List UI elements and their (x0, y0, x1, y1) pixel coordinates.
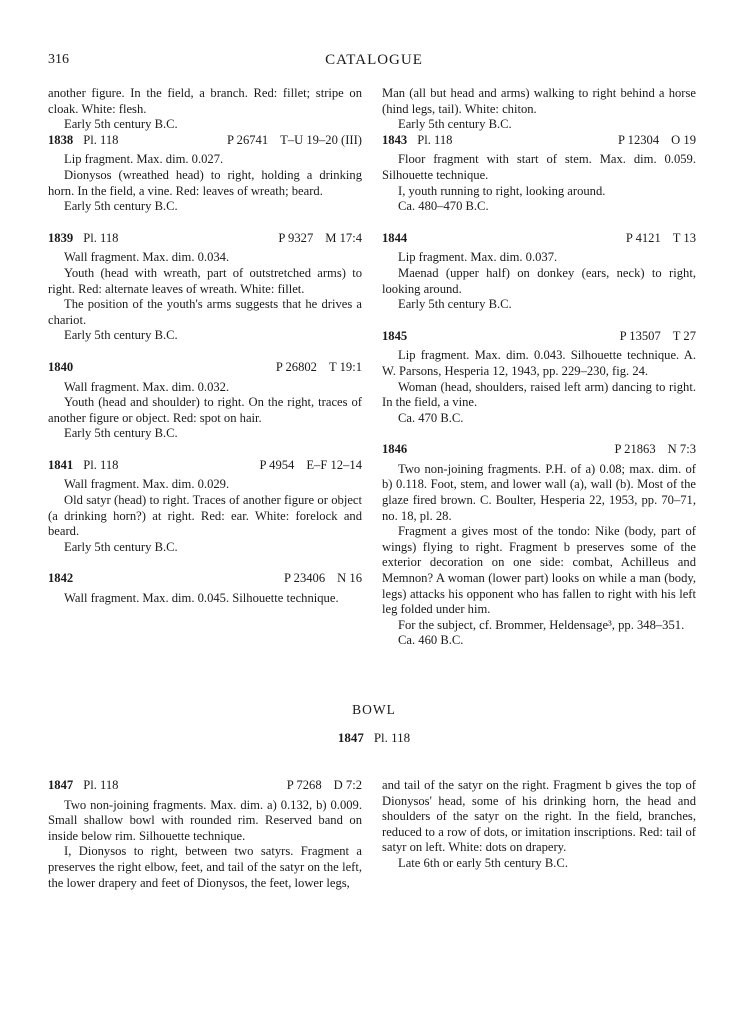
catalogue-entry (48, 231, 362, 344)
paragraph: Woman (head, shoulders, raised left arm) dancing to right. In the field, a vine. (382, 379, 696, 410)
paragraph: Dionysos (wreathed head) to right, holding a drinking horn. In the field, a vine. Red: leaves of wreath; beard. (48, 167, 362, 198)
inventory-number: P 26802 (275, 359, 317, 374)
right-column (382, 86, 696, 649)
paragraph: For the subject, cf. Brommer, Heldensage³, pp. 348–351. (398, 617, 685, 632)
entry-number: 1841 (48, 457, 74, 472)
entry-heading (382, 133, 696, 149)
catalogue-entry (48, 360, 362, 442)
paragraph: Wall fragment. Max. dim. 0.029. (64, 477, 230, 492)
entry-number: 1839 (48, 230, 74, 245)
catalogue-entry (382, 133, 696, 215)
grid-ref: T–U 19–20 (III) (280, 132, 362, 147)
entry-heading (48, 360, 362, 376)
entry-number: 1840 (48, 359, 74, 374)
paragraph: Two non-joining fragments. P.H. of a) 0.08; max. dim. of b) 0.118. Foot, stem, and lower wall (a), wall (b). Most of the glaze fired brown. C. Boulter, Hesperia 22, 1953, pp. 70–71, no. 18, pl. 28. (382, 461, 696, 523)
inventory-number: P 13507 (619, 328, 661, 343)
paragraph: Ca. 460 B.C. (398, 633, 464, 648)
paragraph: Lip fragment. Max. dim. 0.037. (398, 250, 558, 265)
inventory-number: P 26741 (226, 132, 269, 147)
paragraph: Ca. 470 B.C. (398, 410, 464, 425)
inventory-number: P 9327 (278, 230, 314, 245)
entry-number: 1844 (382, 230, 408, 245)
entry-heading (382, 231, 696, 247)
paragraph: Early 5th century B.C. (64, 426, 178, 441)
paragraph: Two non-joining fragments. Max. dim. a) 0.132, b) 0.009. Small shallow bowl with rounded rim. Reserved band on inside below rim. Silhouette technique. (48, 797, 362, 843)
entry-number: 1843 (382, 132, 408, 147)
grid-ref: T 27 (672, 328, 696, 343)
paragraph: Ca. 480–470 B.C. (398, 199, 489, 214)
inventory-number: P 21863 (614, 442, 656, 457)
paragraph: Early 5th century B.C. (64, 539, 178, 554)
paragraph: Youth (head with wreath, part of outstretched arms) to right. Red: alternate leaves of wreath. White: fillet. (48, 265, 362, 296)
catalogue-entry (382, 442, 696, 649)
entry-number: 1842 (48, 571, 74, 586)
grid-ref: T 19:1 (328, 359, 362, 374)
entry-heading (382, 442, 696, 458)
grid-ref: T 13 (672, 230, 696, 245)
entry-heading (48, 571, 362, 587)
paragraph: Maenad (upper half) on donkey (ears, neck) to right, looking around. (382, 265, 696, 296)
paragraph: I, youth running to right, looking around. (398, 183, 606, 198)
catalogue-entry (382, 231, 696, 313)
left-column (48, 86, 362, 607)
entry-heading (48, 458, 362, 474)
paragraph: Late 6th or early 5th century B.C. (398, 855, 568, 870)
paragraph: Wall fragment. Max. dim. 0.045. Silhouette technique. (64, 591, 339, 606)
continuation-right: Man (all but head and arms) walking to right behind a horse (hind legs, tail). White: chiton. Early 5th century B.C. (382, 86, 696, 132)
paragraph: Floor fragment with start of stem. Max. dim. 0.059. Silhouette technique. (382, 152, 696, 182)
plate-ref: Pl. 118 (83, 230, 119, 245)
paragraph: Youth (head and shoulder) to right. On the right, traces of another figure or object. Red: spot on hair. (48, 395, 362, 425)
inventory-number: P 23406 (283, 571, 326, 586)
catalogue-entry (382, 329, 696, 427)
inventory-number: P 4954 (259, 457, 295, 472)
plate-ref: Pl. 118 (83, 457, 119, 472)
entry-heading (48, 231, 362, 247)
paragraph: Early 5th century B.C. (398, 297, 512, 312)
catalogue-entry (48, 133, 362, 215)
plate-ref: Pl. 118 (83, 132, 119, 147)
grid-ref: M 17:4 (325, 230, 362, 245)
grid-ref: E–F 12–14 (306, 457, 362, 472)
entry-number: 1846 (382, 442, 408, 457)
running-head: CATALOGUE (325, 52, 423, 68)
paragraph: Wall fragment. Max. dim. 0.034. (64, 250, 230, 265)
paragraph: Wall fragment. Max. dim. 0.032. (64, 379, 230, 394)
entry-heading: 1847 Pl. 118 P 7268 D 7:2 (48, 778, 362, 792)
inventory-number: P 12304 (617, 132, 660, 147)
plate-ref: Pl. 118 (417, 132, 453, 147)
paragraph: Early 5th century B.C. (64, 328, 178, 343)
catalogue-entry (48, 571, 362, 606)
paragraph: Early 5th century B.C. (64, 199, 178, 214)
entry-number: 1845 (382, 328, 408, 343)
section-title: BOWL (352, 702, 396, 717)
grid-ref: N 7:3 (667, 442, 696, 457)
grid-ref: N 16 (337, 571, 362, 586)
right-entries (382, 133, 696, 649)
left-entries (48, 133, 362, 607)
catalogue-entry (48, 458, 362, 556)
paragraph: Lip fragment. Max. dim. 0.027. (64, 152, 224, 167)
bowl-entry-right (382, 778, 696, 872)
entry-number: 1838 (48, 132, 74, 147)
paragraph: Lip fragment. Max. dim. 0.043. Silhouette technique. A. W. Parsons, Hesperia 12, 1943, pp. 229–230, fig. 24. (382, 348, 696, 378)
paragraph: and tail of the satyr on the right. Fragment b gives the top of Dionysos' head, some of his drinking horn, the head and shoulders of the satyr on the right. In the field, branches, reduced to a row of dots, or imitation inscriptions. Red: tail of satyr on left. White: dots on drapery. (382, 778, 696, 855)
page-number: 316 (48, 52, 69, 67)
paragraph: Fragment a gives most of the tondo: Nike (body, part of wings) flying to right. Fragment b preserves some of the exterior decoration on one side: combat, Achilleus and Memnon? A woman (lower part) looks on while a man (body, legs) attacks his opponent who has fallen to right with his left leg folded under him. (382, 524, 696, 617)
continuation-left: another figure. In the field, a branch. Red: fillet; stripe on cloak. White: flesh. Early 5th century B.C. (48, 86, 362, 132)
paragraph: The position of the youth's arms suggests that he drives a chariot. (48, 297, 362, 327)
entry-heading (48, 133, 362, 149)
grid-ref: O 19 (671, 132, 696, 147)
paragraph: Old satyr (head) to right. Traces of another figure or object (a drinking horn?) at right. Red: ear. White: forelock and beard. (48, 493, 362, 539)
bowl-entry-left (48, 778, 362, 891)
inventory-number: P 4121 (625, 230, 661, 245)
paragraph: I, Dionysos to right, between two satyrs. Fragment a preserves the right elbow, feet, and tail of the satyr on the left, the lower drapery and feet of Dionysos, the feet, lower legs, (48, 844, 362, 890)
entry-heading (382, 329, 696, 345)
section-subheading: 1847 Pl. 118 (337, 730, 411, 745)
